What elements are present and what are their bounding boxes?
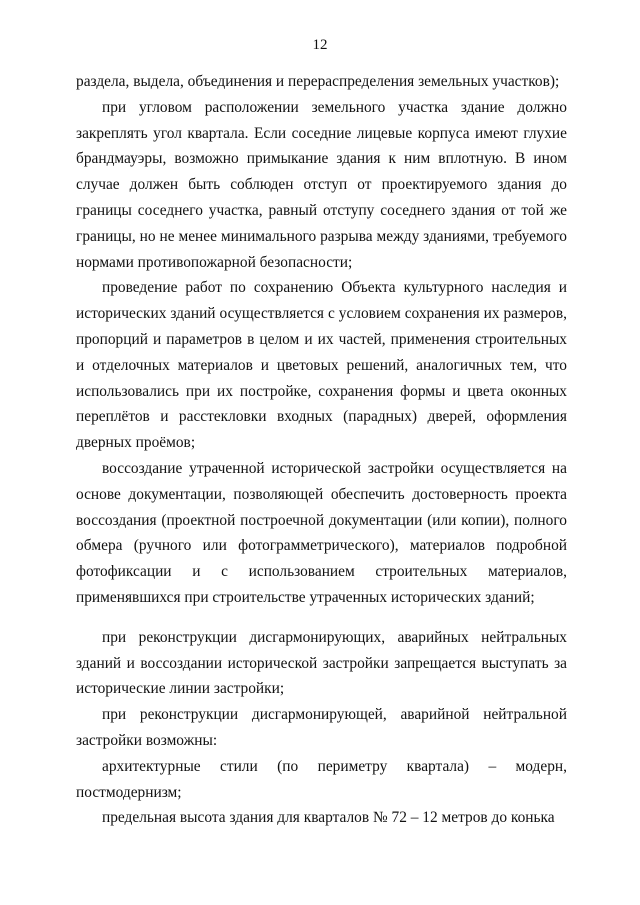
paragraph-heritage-preservation: проведение работ по сохранению Объекта культурного наследия и исторических зданий осуществляется с условием сохранения их размеров, пропорций и параметров в целом и их частей, применения строительных и отделочных материалов и цветовых решений, аналогичных тем, что использовались при их постройке, сохранения формы и цвета оконных переплётов и расстекловки входных (парадных) дверей, оформления дверных проёмов; [76,279,567,452]
document-body [76,69,567,831]
paragraph-corner-plot: при угловом расположении земельного участка здание должно закреплять угол квартала. Если соседние лицевые корпуса имеют глухие брандмауэры, возможно примыкание здания к ним вплотную. В ином случае должен быть соблюден отступ от проектируемого здания до границы соседнего участка, равный отступу соседнего здания от той же границы, но не менее минимального разрыва между зданиями, требуемого нормами противопожарной безопасности; [76,98,567,271]
paragraph-max-height: предельная высота здания для кварталов № 72 – 12 метров до конька [102,809,555,827]
paragraph-continuation: раздела, выдела, объединения и перераспределения земельных участков); [76,73,560,90]
paragraph-reconstruction-lost-buildings: воссоздание утраченной исторической застройки осуществляется на основе документации, позволяющей обеспечить достоверность проекта воссоздания (проектной построечной документации (или копии), полного обмера (ручного или фотограмметрического), материалов подробной фотофиксации и с использованием строительных материалов, применявшихся при строительстве утраченных исторических зданий; [76,459,567,606]
paragraph-allowed-reconstruction: при реконструкции дисгармонирующей, аварийной нейтральной застройки возможны: [76,706,567,749]
paragraph-building-lines: при реконструкции дисгармонирующих, аварийных нейтральных зданий и воссоздании исторической застройки запрещается выступать за исторические линии застройки; [76,628,567,698]
page-number: 12 [312,37,328,53]
paragraph-architectural-styles: архитектурные стили (по периметру квартала) – модерн, постмодернизм; [76,757,567,801]
